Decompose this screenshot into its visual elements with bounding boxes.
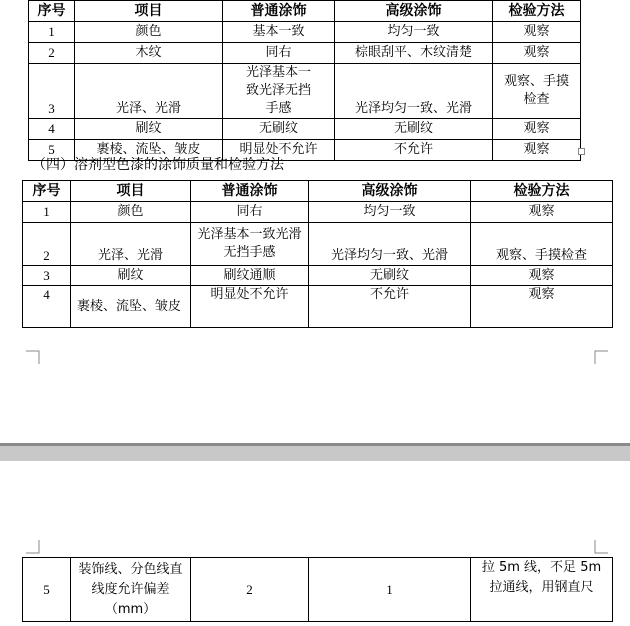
cell-method: 观察 — [493, 43, 581, 64]
cell-item: 刷纹 — [71, 266, 191, 286]
header-advanced: 高级涂饰 — [335, 1, 493, 22]
cell-item: 光泽、光滑 — [71, 223, 191, 266]
table-solvent-paint-quality — [22, 180, 613, 328]
cell-index: 1 — [23, 202, 71, 223]
crop-mark-icon — [26, 540, 40, 554]
header-index: 序号 — [23, 181, 71, 202]
section-heading: （四）溶剂型色漆的涂饰质量和检验方法 — [32, 157, 284, 173]
cell-item: 裹棱、流坠、皱皮 — [71, 286, 191, 328]
cell-normal: 2 — [191, 558, 309, 622]
header-normal: 普通涂饰 — [223, 1, 335, 22]
crop-mark-icon — [594, 350, 608, 364]
cell-normal: 明显处不允许 — [223, 140, 335, 161]
cell-method: 观察 — [493, 119, 581, 140]
cell-item: 木纹 — [75, 43, 223, 64]
header-method: 检验方法 — [471, 181, 613, 202]
cell-normal: 刷纹通顺 — [191, 266, 309, 286]
header-advanced: 高级涂饰 — [309, 181, 471, 202]
cell-advanced: 光泽均匀一致、光滑 — [335, 64, 493, 119]
cell-index: 4 — [23, 286, 71, 328]
cell-advanced: 不允许 — [335, 140, 493, 161]
cell-advanced: 不允许 — [309, 286, 471, 328]
cell-index: 4 — [29, 119, 75, 140]
table-row — [29, 119, 581, 140]
page-break-gap — [0, 443, 630, 461]
header-method: 检验方法 — [493, 1, 581, 22]
table-resize-handle[interactable] — [578, 148, 585, 155]
cell-method: 观察、手摸检查 — [493, 64, 581, 119]
cell-normal: 明显处不允许 — [191, 286, 309, 328]
table-row — [23, 558, 613, 622]
cell-method: 观察 — [471, 202, 613, 223]
cell-method: 观察 — [493, 140, 581, 161]
cell-normal: 同右 — [191, 202, 309, 223]
cell-item: 颜色 — [71, 202, 191, 223]
cell-normal: 光泽基本一致光滑无挡手感 — [191, 223, 309, 266]
cell-index: 5 — [29, 140, 75, 161]
cell-index: 2 — [23, 223, 71, 266]
table-wood-coating-quality — [28, 0, 581, 161]
cell-advanced: 无刷纹 — [335, 119, 493, 140]
cell-index: 3 — [29, 64, 75, 119]
table-continued — [22, 557, 613, 622]
cell-advanced: 均匀一致 — [335, 22, 493, 43]
cell-normal: 基本一致 — [223, 22, 335, 43]
cell-item: 刷纹 — [75, 119, 223, 140]
cell-index: 5 — [23, 558, 71, 622]
cell-index: 1 — [29, 22, 75, 43]
cell-index: 2 — [29, 43, 75, 64]
header-item: 项目 — [71, 181, 191, 202]
table-row — [23, 202, 613, 223]
cell-normal: 光泽基本一致光泽无挡手感 — [223, 64, 335, 119]
cell-normal: 同右 — [223, 43, 335, 64]
cell-method: 观察 — [493, 22, 581, 43]
table-row — [29, 64, 581, 119]
cell-item: 装饰线、分色线直线度允许偏差（mm） — [71, 558, 191, 622]
table-row — [29, 43, 581, 64]
cell-advanced: 光泽均匀一致、光滑 — [309, 223, 471, 266]
cell-item: 光泽、光滑 — [75, 64, 223, 119]
crop-mark-icon — [26, 350, 40, 364]
cell-method: 观察、手摸检查 — [471, 223, 613, 266]
header-item: 项目 — [75, 1, 223, 22]
cell-normal: 无刷纹 — [223, 119, 335, 140]
table-row — [23, 286, 613, 328]
cell-advanced: 1 — [309, 558, 471, 622]
header-index: 序号 — [29, 1, 75, 22]
table-row — [23, 266, 613, 286]
header-normal: 普通涂饰 — [191, 181, 309, 202]
table-header-row — [29, 1, 581, 22]
cell-item: 裹棱、流坠、皱皮 — [75, 140, 223, 161]
cell-index: 3 — [23, 266, 71, 286]
crop-mark-icon — [594, 540, 608, 554]
cell-method: 观察 — [471, 286, 613, 328]
cell-advanced: 无刷纹 — [309, 266, 471, 286]
cell-advanced: 均匀一致 — [309, 202, 471, 223]
table-row — [29, 22, 581, 43]
table-header-row — [23, 181, 613, 202]
cell-method: 拉 5m 线，不足 5m 拉通线，用钢直尺 — [471, 558, 613, 622]
cell-advanced: 棕眼刮平、木纹清楚 — [335, 43, 493, 64]
table-row — [23, 223, 613, 266]
cell-method: 观察 — [471, 266, 613, 286]
cell-item: 颜色 — [75, 22, 223, 43]
